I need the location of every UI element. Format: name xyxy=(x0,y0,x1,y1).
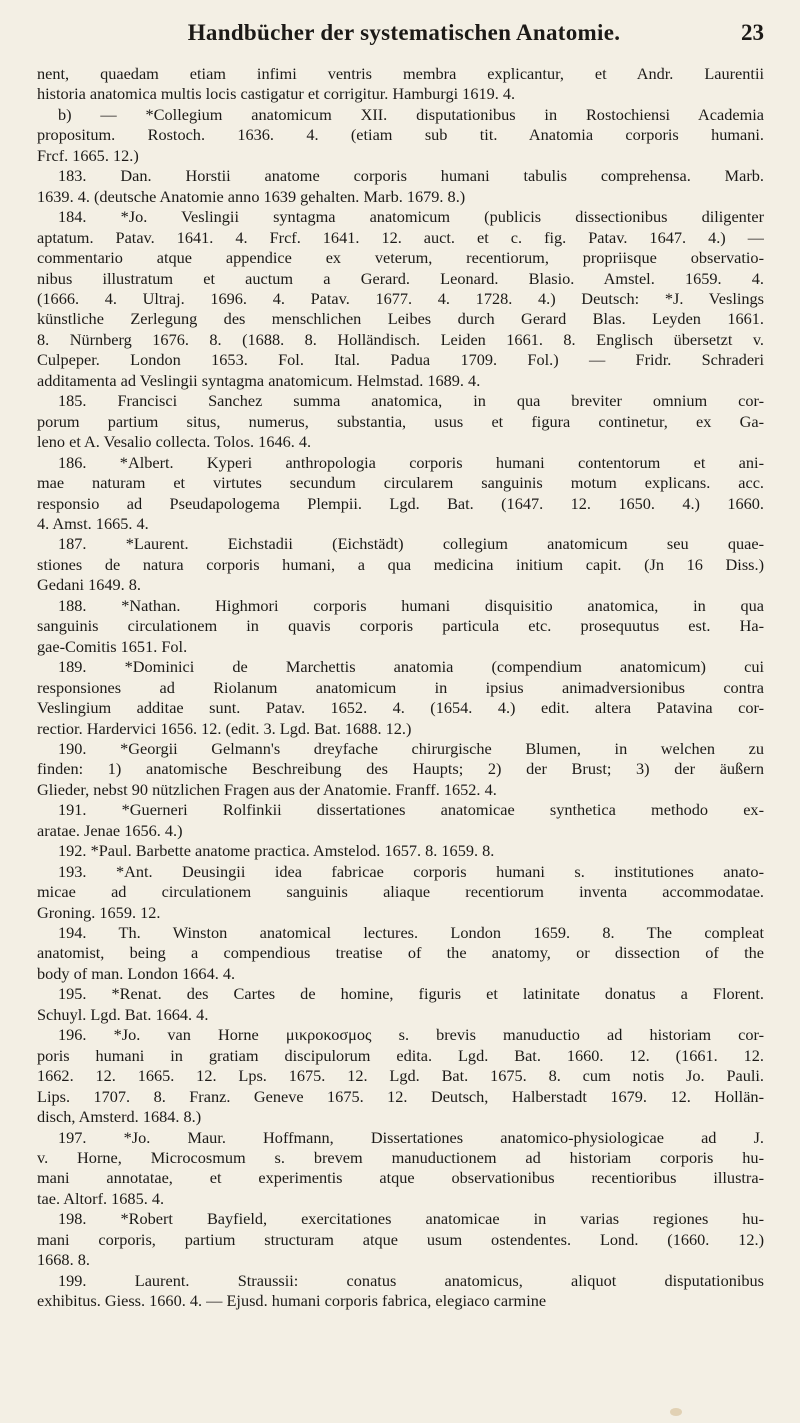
entry-first-line: 195. *Renat. des Cartes de homine, figuris et latinitate donatus a Florent. xyxy=(58,984,764,1004)
text-line: v. Horne, Microcosmum s. brevem manuductionem ad historiam corporis hu- xyxy=(37,1148,764,1168)
text-line: gae-Comitis 1651. Fol. xyxy=(37,636,188,656)
text-line: propositum. Rostoch. 1636. 4. (etiam sub tit. Anatomia corporis humani. xyxy=(37,125,764,145)
text-line: leno et A. Vesalio collecta. Tolos. 1646. 4. xyxy=(37,432,312,452)
entry-first-line: 198. *Robert Bayfield, exercitationes anatomicae in varias regiones hu- xyxy=(58,1209,764,1229)
text-line: 1668. 8. xyxy=(37,1250,90,1270)
entry-first-line: 184. *Jo. Veslingii syntagma anatomicum (publicis dissectionibus diligenter xyxy=(58,207,764,227)
text-line: 8. Nürnberg 1676. 8. (1688. 8. Holländisch. Leiden 1661. 8. Englisch übersetzt v. xyxy=(37,329,764,349)
text-line: Culpeper. London 1653. Fol. Ital. Padua 1709. Fol.) — Fridr. Schraderi xyxy=(37,350,764,370)
entry-first-line: 197. *Jo. Maur. Hoffmann, Dissertationes anatomico-physiologicae ad J. xyxy=(58,1127,764,1147)
entry-first-line: 189. *Dominici de Marchettis anatomia (compendium anatomicum) cui xyxy=(58,657,764,677)
text-line: 1639. 4. (deutsche Anatomie anno 1639 gehalten. Marb. 1679. 8.) xyxy=(37,186,466,206)
text-line: body of man. London 1664. 4. xyxy=(37,963,236,983)
entry-first-line: 196. *Jo. van Horne μικροκοσμος s. brevis manuductio ad historiam cor- xyxy=(58,1025,764,1045)
bibliography-text xyxy=(37,64,764,1312)
text-line: exhibitus. Giess. 1660. 4. — Ejusd. humani corporis fabrica, elegiaco carmine xyxy=(37,1291,547,1311)
entry-first-line: 187. *Laurent. Eichstadii (Eichstädt) collegium anatomicum seu quae- xyxy=(58,534,764,554)
text-line: sanguinis circulationem in quavis corporis particula etc. prosequutus est. Ha- xyxy=(37,616,764,636)
text-line: Lips. 1707. 8. Franz. Geneve 1675. 12. Deutsch, Halberstadt 1679. 12. Hollän- xyxy=(37,1086,764,1106)
entry-first-line: 188. *Nathan. Highmori corporis humani disquisitio anatomica, in qua xyxy=(58,595,764,615)
text-line: nent, quaedam etiam infimi ventris membra explicantur, et Andr. Laurentii xyxy=(37,64,764,83)
entry-first-line: 191. *Guerneri Rolfinkii dissertationes anatomicae synthetica methodo ex- xyxy=(58,800,764,820)
text-line: Frcf. 1665. 12.) xyxy=(37,145,139,165)
text-line: responsio ad Pseudapologema Plempii. Lgd. Bat. (1647. 12. 1650. 4.) 1660. xyxy=(37,493,764,513)
paper-stain xyxy=(670,1408,682,1416)
text-line: tae. Altorf. 1685. 4. xyxy=(37,1188,165,1208)
running-title: Handbücher der systematischen Anatomie. xyxy=(187,20,621,45)
text-line: künstliche Zerlegung des menschlichen Leibes durch Gerard Blas. Leyden 1661. xyxy=(37,309,764,329)
text-line: micae ad circulationem sanguinis aliaque recentiorum inventa accommodatae. xyxy=(37,882,764,902)
text-line: 1662. 12. 1665. 12. Lps. 1675. 12. Lgd. Bat. 1675. 8. cum notis Jo. Pauli. xyxy=(37,1066,764,1086)
entry-first-line: 190. *Georgii Gelmann's dreyfache chirurgische Blumen, in welchen zu xyxy=(58,738,764,758)
text-line: stiones de natura corporis humani, a qua medicina initium capit. (Jn 16 Diss.) xyxy=(37,554,764,574)
text-line: Schuyl. Lgd. Bat. 1664. 4. xyxy=(37,1004,209,1024)
entry-first-line: b) — *Collegium anatomicum XII. disputationibus in Rostochiensi Academia xyxy=(58,104,764,124)
text-line: Groning. 1659. 12. xyxy=(37,902,161,922)
text-line: Glieder, nebst 90 nützlichen Fragen aus der Anatomie. Franff. 1652. 4. xyxy=(37,779,497,799)
entry-first-line: 186. *Albert. Kyperi anthropologia corporis humani contentorum et ani- xyxy=(58,452,764,472)
text-line: Veslingium additae sunt. Patav. 1652. 4. (1654. 4.) edit. altera Patavina cor- xyxy=(37,698,764,718)
text-line: poris humani in gratiam discipulorum edita. Lgd. Bat. 1660. 12. (1661. 12. xyxy=(37,1045,764,1065)
text-line: aptatum. Patav. 1641. 4. Frcf. 1641. 12. auct. et c. fig. Patav. 1647. 4.) — xyxy=(37,227,764,247)
text-line: commentario atque appendice ex veterum, recentiorum, propriisque observatio- xyxy=(37,248,764,268)
text-line: 4. Amst. 1665. 4. xyxy=(37,513,149,533)
text-line: nibus illustratum et auctum a Gerard. Leonard. Blasio. Amstel. 1659. 4. xyxy=(37,268,764,288)
entry-first-line: 185. Francisci Sanchez summa anatomica, in qua breviter omnium cor- xyxy=(58,391,764,411)
text-line: finden: 1) anatomische Beschreibung des Haupts; 2) der Brust; 3) der äußern xyxy=(37,759,764,779)
entry-first-line: 193. *Ant. Deusingii idea fabricae corporis humani s. institutiones anato- xyxy=(58,861,764,881)
text-line: rectior. Hardervici 1656. 12. (edit. 3. Lgd. Bat. 1688. 12.) xyxy=(37,718,412,738)
text-line: anatomist, being a compendious treatise of the anatomy, or dissection of the xyxy=(37,943,764,963)
entry-first-line: 194. Th. Winston anatomical lectures. London 1659. 8. The compleat xyxy=(58,923,764,943)
entry-first-line: 183. Dan. Horstii anatome corporis humani tabulis comprehensa. Marb. xyxy=(58,166,764,186)
entry-first-line: 192. *Paul. Barbette anatome practica. Amstelod. 1657. 8. 1659. 8. xyxy=(58,841,495,861)
text-line: (1666. 4. Ultraj. 1696. 4. Patav. 1677. 4. 1728. 4.) Deutsch: *J. Veslings xyxy=(37,288,764,308)
text-line: historia anatomica multis locis castigatur et corrigitur. Hamburgi 1619. 4. xyxy=(37,84,516,104)
text-line: mani corporis, partium structuram atque usum ostendentes. Lond. (1660. 12.) xyxy=(37,1229,764,1249)
running-header xyxy=(37,20,764,62)
text-line: responsiones ad Riolanum anatomicum in ipsius animadversionibus contra xyxy=(37,677,764,697)
text-line: mani annotatae, et experimentis atque observationibus recentioribus illustra- xyxy=(37,1168,764,1188)
entry-first-line: 199. Laurent. Straussii: conatus anatomicus, aliquot disputationibus xyxy=(58,1270,764,1290)
text-line: disch, Amsterd. 1684. 8.) xyxy=(37,1107,202,1127)
text-line: aratae. Jenae 1656. 4.) xyxy=(37,820,183,840)
text-line: mae naturam et virtutes secundum circularem sanguinis motum explicans. acc. xyxy=(37,473,764,493)
text-line: Gedani 1649. 8. xyxy=(37,575,141,595)
text-line: additamenta ad Veslingii syntagma anatomicum. Helmstad. 1689. 4. xyxy=(37,370,481,390)
text-line: porum partium situs, numerus, substantia, usus et figura continetur, ex Ga- xyxy=(37,411,764,431)
page-number: 23 xyxy=(741,20,764,45)
